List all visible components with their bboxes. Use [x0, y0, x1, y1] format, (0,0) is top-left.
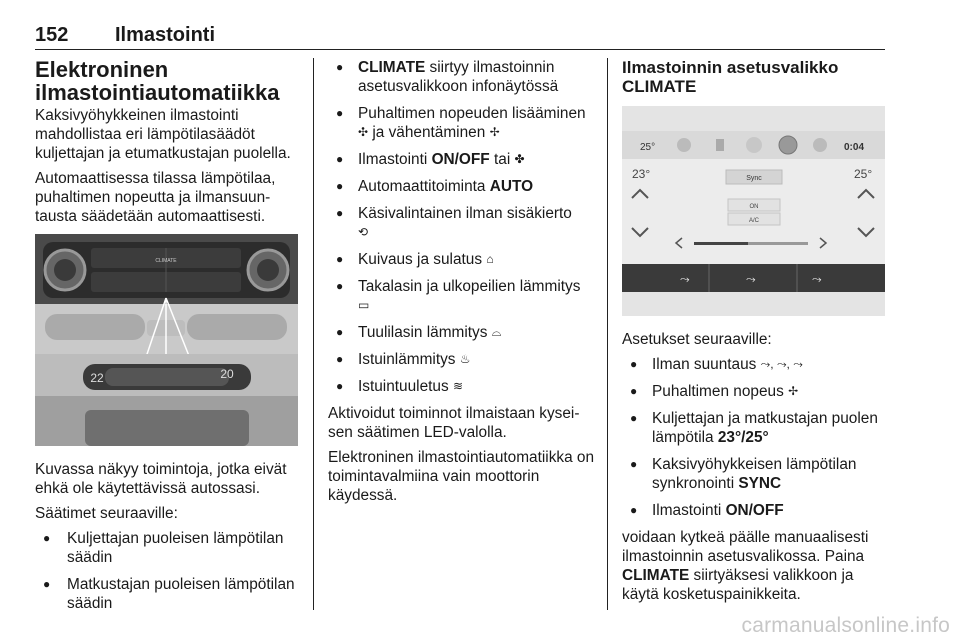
list-item: ● Kuljettajan puoleisen lämpötilan säädin	[35, 529, 303, 567]
list-item	[328, 323, 596, 342]
list-item	[622, 355, 890, 374]
recirculation-icon: ⟲	[358, 225, 369, 239]
list-text: ja vähentäminen	[368, 124, 486, 141]
list-item	[328, 350, 596, 369]
column-divider	[313, 58, 314, 610]
air-to-feet-icon[interactable]: ⤳	[812, 272, 822, 286]
list-text: tai	[489, 151, 511, 168]
list-text: Kaksivyöhykkeisen lämpötilan synkronointi	[652, 456, 857, 492]
column-divider	[607, 58, 608, 610]
sync-label: Sync	[746, 175, 762, 182]
functions-list	[328, 58, 596, 396]
list-text: Käsivalintainen ilman sisäkierto	[358, 205, 572, 222]
list-item	[328, 104, 596, 142]
ac-label: A/C	[748, 218, 760, 224]
list-text: Puhaltimen nopeuden lisääminen	[358, 105, 586, 122]
left-temp: 23°	[632, 167, 651, 181]
section-heading: Ilmastoinnin asetusvalikko CLIMATE	[622, 58, 839, 96]
climate-control-panel-photo	[35, 234, 298, 446]
paragraph: Asetukset seuraaville:	[622, 331, 772, 348]
climate-button-label: CLIMATE	[155, 258, 177, 264]
air-to-face-icon[interactable]: ⤳	[680, 272, 690, 286]
list-item	[328, 177, 596, 196]
paragraph: Automaattisessa tilassa lämpötilaa, puhaltimen nopeutta ja ilmansuuntausta säädetään automaattisesti.	[35, 170, 276, 225]
on-label: ON	[749, 204, 759, 210]
list-text: Ilman suuntaus	[652, 356, 757, 373]
bold-text: CLIMATE	[622, 567, 690, 584]
column-3	[622, 58, 890, 610]
list-text: Puhaltimen nopeus	[652, 383, 784, 400]
page-number: 152	[35, 24, 69, 46]
list-text: Istuintuuletus	[358, 378, 449, 395]
fan-off-icon: ✤	[514, 152, 525, 166]
right-temp: 25°	[854, 167, 873, 181]
fan-icon: ✢	[788, 384, 799, 398]
bold-text: ON/OFF	[725, 502, 784, 519]
list-item	[328, 277, 596, 315]
seat-vent-icon: ≋	[452, 379, 464, 393]
top-temp: 25°	[640, 142, 656, 153]
bold-text: CLIMATE	[358, 59, 426, 76]
list-text: Ilmastointi	[652, 502, 726, 519]
paragraph: Elektroninen ilmastointiautomatiikka on toimintavalmiina vain moottorin käydessä.	[328, 449, 595, 504]
list-text: Kuljettajan ja matkustajan puolen lämpötila	[652, 410, 878, 446]
page-header	[35, 16, 885, 50]
bold-text: 23°/25°	[717, 429, 769, 446]
column-2	[328, 58, 596, 511]
settings-list	[622, 355, 890, 520]
paragraph-text: voidaan kytkeä päälle manuaalisesti ilmastoinnin asetusvalikossa. Paina	[622, 529, 869, 565]
list-text: Automaattitoiminta	[358, 178, 490, 195]
seat-heat-icon: ♨	[459, 352, 471, 366]
left-temp-display: 22	[90, 371, 104, 385]
paragraph: Kaksivyöhykkeinen ilmastointi mahdollistaa eri lämpötilasäädöt kuljettajan ja etumatkustajan puolella.	[35, 107, 291, 162]
paragraph: Aktivoidut toiminnot ilmaistaan kyseisen säätimen LED-valolla.	[328, 405, 580, 441]
controls-list	[35, 529, 303, 613]
list-text: Takalasin ja ulkopeilien lämmitys	[358, 278, 581, 295]
list-text: Tuulilasin lämmitys	[358, 324, 488, 341]
list-item: ● Matkustajan puoleisen lämpötilan säädin	[35, 575, 303, 613]
list-item	[622, 409, 890, 447]
list-item	[622, 455, 890, 493]
clock: 0:04	[844, 142, 865, 153]
bold-text: SYNC	[738, 475, 782, 492]
paragraph: Säätimet seuraaville:	[35, 505, 178, 522]
paragraph-text: siirtyäksesi valikkoon ja käytä kosketuspainikkeita.	[622, 567, 854, 603]
column-1	[35, 58, 303, 621]
list-text: Kuivaus ja sulatus	[358, 251, 483, 268]
list-item	[328, 58, 596, 96]
list-item	[328, 150, 596, 169]
watermark: carmanualsonline.info	[741, 614, 950, 637]
right-temp-display: 20	[220, 367, 234, 381]
list-item	[328, 250, 596, 269]
list-text: Istuinlämmitys	[358, 351, 456, 368]
air-to-body-icon[interactable]: ⤳	[746, 272, 756, 286]
bold-text: AUTO	[489, 178, 534, 195]
bold-text: ON/OFF	[431, 151, 490, 168]
paragraph	[622, 528, 890, 604]
fan-minus-icon: ✢	[489, 125, 500, 139]
list-text: Ilmastointi	[358, 151, 432, 168]
rear-defrost-icon: ▭	[358, 298, 370, 312]
section-heading: Elektroninen ilmastointiautomatiikka	[35, 57, 280, 105]
list-item	[622, 382, 890, 401]
list-item	[328, 204, 596, 242]
demist-icon: ⌂	[486, 252, 494, 266]
chapter-title: Ilmastointi	[115, 24, 216, 46]
windscreen-heat-icon: ⌓	[491, 325, 502, 339]
air-distribution-icons: ⤳, ⤳, ⤳	[760, 357, 803, 371]
list-item	[622, 501, 890, 520]
list-text: siirtyy ilmastoinnin asetusvalikkoon infonäytössä	[358, 59, 559, 95]
fan-plus-icon: ✣	[358, 125, 369, 139]
image-caption: Kuvassa näkyy toimintoja, jotka eivät ehkä ole käytettävissä autossasi.	[35, 461, 287, 497]
climate-menu-screen	[622, 106, 885, 316]
list-item	[328, 377, 596, 396]
